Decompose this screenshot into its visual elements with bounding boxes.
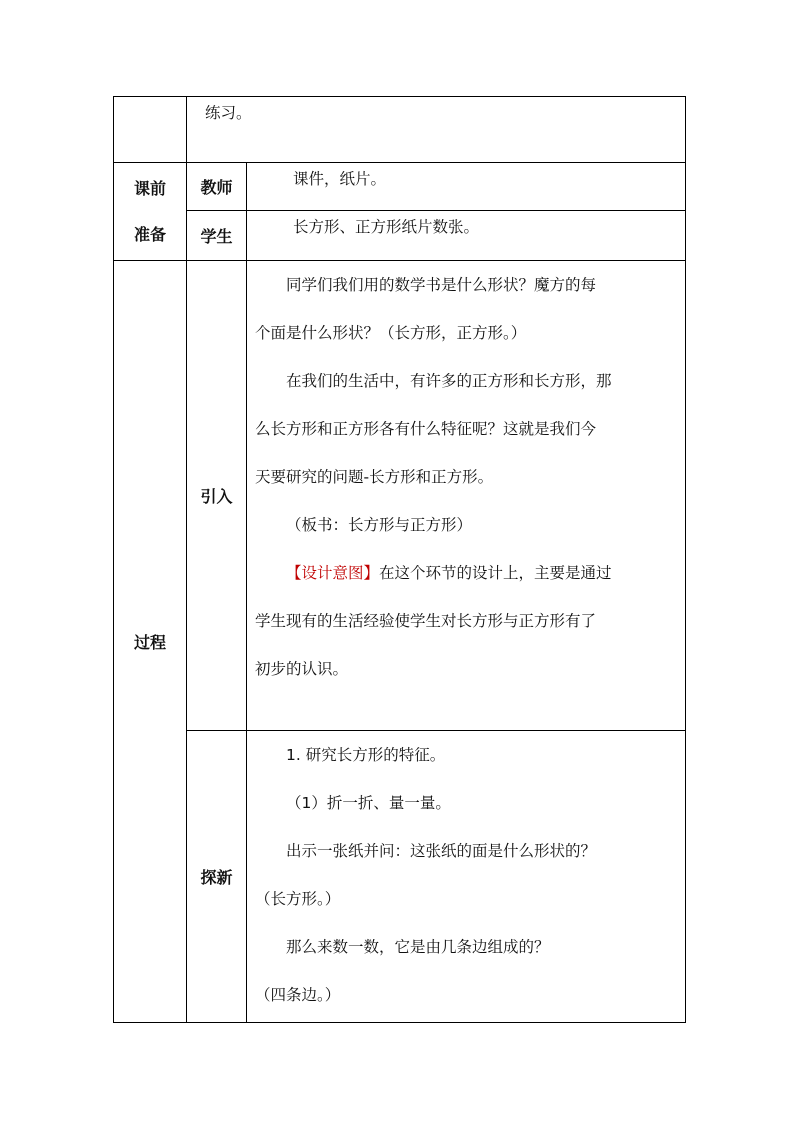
intro-p3: （板书：长方形与正方形） (286, 516, 473, 534)
intro-label: 引入 (187, 261, 247, 731)
prep-section-label (114, 163, 187, 261)
intro-p4-line3: 初步的认识。 (255, 660, 349, 678)
student-label: 学生 (187, 211, 247, 261)
prep-teacher-row (114, 163, 686, 211)
teacher-label: 教师 (187, 163, 247, 211)
intro-row (114, 261, 686, 731)
explore-l3: 出示一张纸并问：这张纸的面是什么形状的？ (286, 842, 597, 860)
explore-content (247, 731, 686, 1023)
intro-p2-line3: 天要研究的问题-长方形和正方形。 (255, 468, 494, 486)
teacher-cell (247, 163, 686, 211)
intro-p2-line1: 在我们的生活中，有许多的正方形和长方形，那 (286, 372, 612, 390)
intro-content (247, 261, 686, 731)
explore-row (114, 731, 686, 1023)
prep-label-line2: 准备 (133, 224, 166, 244)
explore-l6: （四条边。） (255, 986, 341, 1004)
intro-p4-line2: 学生现有的生活经验使学生对长方形与正方形有了 (255, 612, 597, 630)
explore-l5: 那么来数一数，它是由几条边组成的？ (286, 938, 550, 956)
explore-label: 探新 (187, 731, 247, 1023)
student-cell (247, 211, 686, 261)
intro-p4-line1-rest: 在这个环节的设计上，主要是通过 (379, 564, 612, 582)
explore-l2: （1）折一折、量一量。 (286, 794, 451, 812)
prep-student-row (114, 211, 686, 261)
continuation-row (114, 97, 686, 163)
lesson-plan-table (113, 96, 686, 1023)
explore-l4: （长方形。） (255, 890, 341, 908)
design-intent-tag: 【设计意图】 (286, 564, 380, 582)
continuation-text: 练习。 (205, 104, 252, 122)
process-section-label: 过程 (114, 261, 187, 1023)
continuation-cell (187, 97, 686, 163)
empty-cell (114, 97, 187, 163)
intro-p4-line1 (247, 549, 685, 597)
teacher-text: 课件，纸片。 (293, 170, 387, 188)
intro-p1-line2: 个面是什么形状？（长方形，正方形。） (255, 324, 527, 342)
student-text: 长方形、正方形纸片数张。 (293, 218, 480, 236)
explore-l1: 1. 研究长方形的特征。 (286, 746, 446, 764)
prep-label-line1: 课前 (133, 178, 166, 198)
intro-p1-line1: 同学们我们用的数学书是什么形状？魔方的每 (286, 276, 597, 294)
intro-p2-line2: 么长方形和正方形各有什么特征呢？这就是我们今 (255, 420, 597, 438)
